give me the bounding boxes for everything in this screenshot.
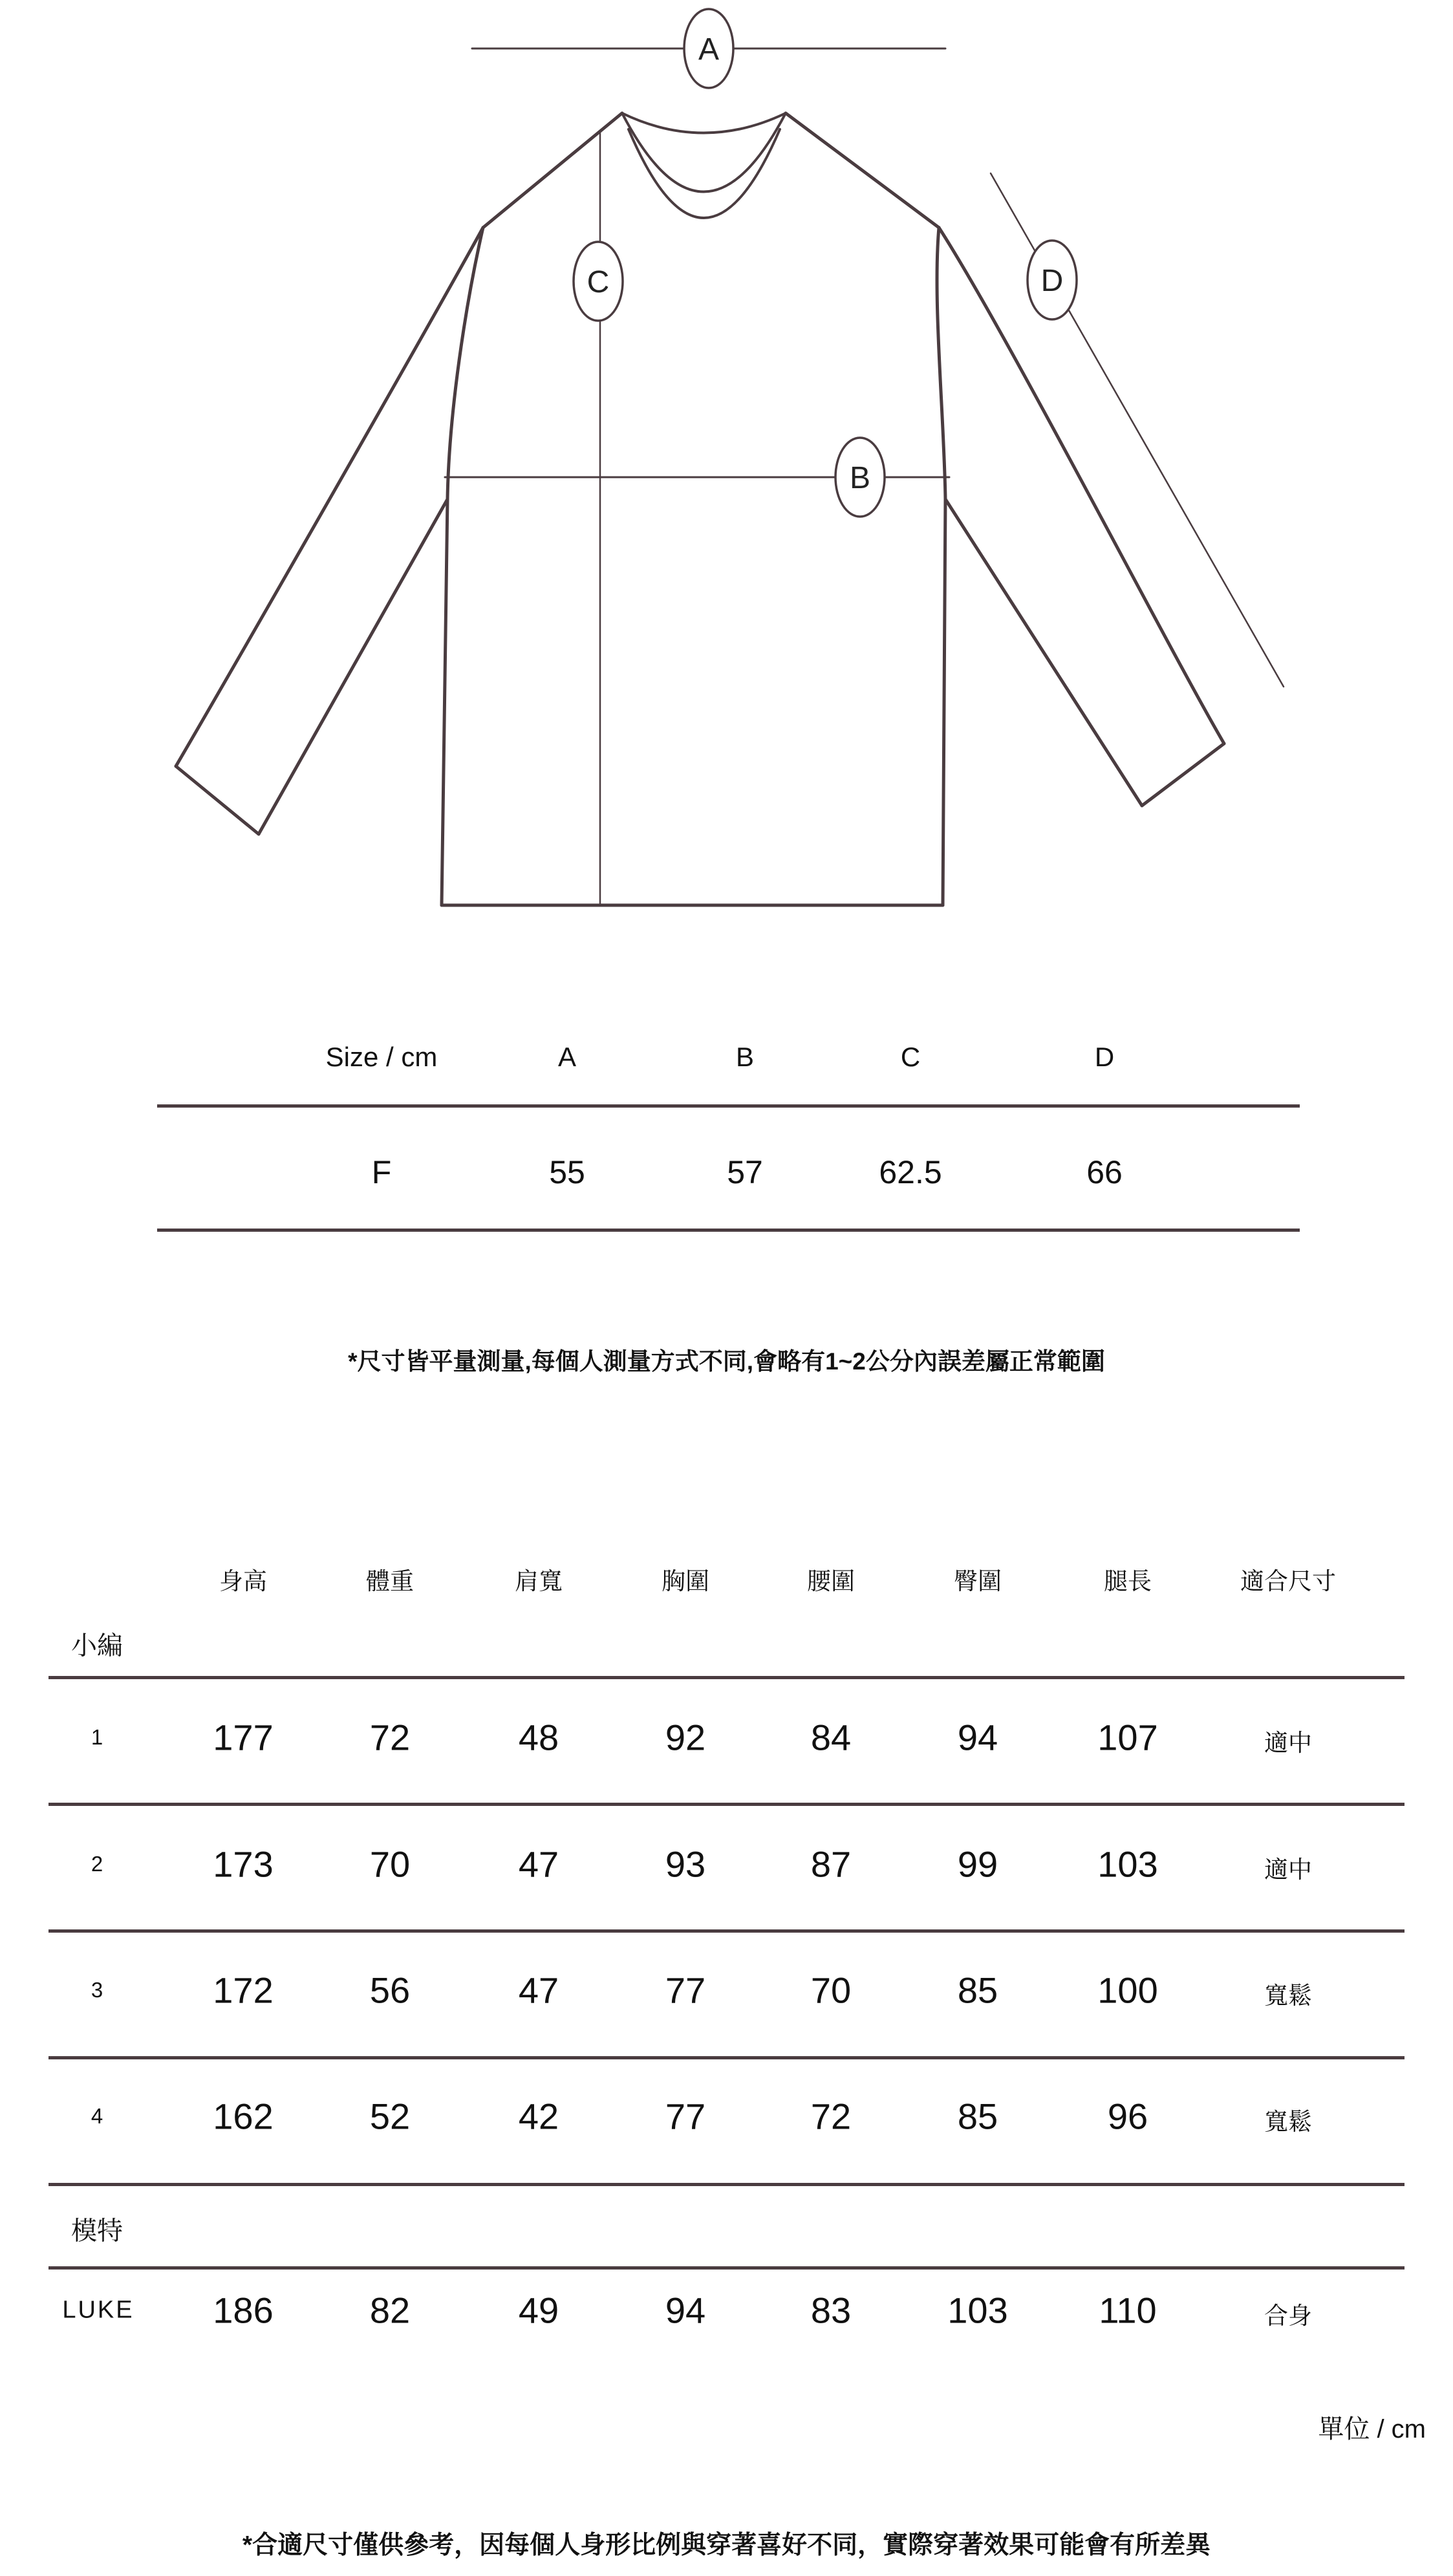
body-col-waist: 腰圍 — [807, 1568, 855, 1594]
row3-leg: 100 — [1097, 1970, 1158, 2011]
row2-waist: 87 — [810, 1843, 852, 1885]
group-label-editors: 小編 — [71, 1631, 123, 1660]
body-col-fit: 適合尺寸 — [1240, 1568, 1336, 1594]
body-col-height: 身高 — [219, 1568, 267, 1594]
garment-diagram — [0, 0, 1453, 970]
body-table-rule-3 — [48, 1929, 1405, 1933]
row1-weight: 72 — [369, 1717, 411, 1758]
row2-hip: 99 — [957, 1843, 998, 1885]
row1-hip: 94 — [957, 1717, 998, 1758]
row3-waist: 70 — [810, 1970, 852, 2011]
row1-leg: 107 — [1097, 1717, 1158, 1758]
model-height: 186 — [213, 2290, 274, 2331]
row2-shoulder: 47 — [518, 1843, 559, 1885]
row1-chest: 92 — [665, 1717, 706, 1758]
model-id: LUKE — [62, 2296, 135, 2324]
size-table-header-d: D — [1094, 1042, 1115, 1072]
size-table-f-a: 55 — [549, 1154, 585, 1190]
size-table-rule-bottom — [157, 1229, 1300, 1232]
row4-weight: 52 — [369, 2096, 411, 2137]
row2-weight: 70 — [369, 1843, 411, 1885]
row4-leg: 96 — [1107, 2096, 1148, 2137]
row3-height: 172 — [213, 1970, 274, 2011]
body-table-rule-5 — [48, 2183, 1405, 2186]
row4-waist: 72 — [810, 2096, 852, 2137]
size-table-f-b: 57 — [727, 1154, 763, 1190]
row3-weight: 56 — [369, 1970, 411, 2011]
model-leg: 110 — [1099, 2290, 1157, 2331]
row3-hip: 85 — [957, 1970, 998, 2011]
measure-label-b: B — [849, 461, 871, 495]
row1-shoulder: 48 — [518, 1717, 559, 1758]
size-table-rule-top — [157, 1104, 1300, 1108]
model-waist: 83 — [810, 2290, 852, 2331]
row4-chest: 77 — [665, 2096, 706, 2137]
row2-fit: 適中 — [1264, 1856, 1312, 1883]
body-table-rule-1 — [48, 1676, 1405, 1679]
size-table-f-size: F — [371, 1154, 392, 1190]
row4-fit: 寬鬆 — [1264, 2109, 1312, 2135]
size-table-f-c: 62.5 — [879, 1154, 942, 1190]
unit-label: 單位 / cm — [1318, 2415, 1426, 2443]
row4-id: 4 — [91, 2104, 103, 2128]
measure-label-c: C — [587, 265, 610, 299]
body-col-shoulder: 肩寬 — [515, 1568, 563, 1594]
row3-id: 3 — [91, 1978, 103, 2002]
body-table-rule-2 — [48, 1803, 1405, 1806]
size-table-header-c: C — [900, 1042, 921, 1072]
group-label-model: 模特 — [71, 2216, 123, 2246]
row4-shoulder: 42 — [518, 2096, 559, 2137]
row1-id: 1 — [91, 1725, 103, 1749]
row2-id: 2 — [91, 1852, 103, 1876]
model-weight: 82 — [369, 2290, 411, 2331]
body-col-weight: 體重 — [366, 1568, 414, 1594]
row4-hip: 85 — [957, 2096, 998, 2137]
row1-height: 177 — [213, 1717, 274, 1758]
row2-leg: 103 — [1097, 1843, 1158, 1885]
measure-label-d: D — [1040, 264, 1064, 298]
body-table-rule-6 — [48, 2266, 1405, 2270]
model-fit: 合身 — [1264, 2302, 1312, 2329]
body-table-rule-4 — [48, 2056, 1405, 2059]
shirt-outline — [176, 113, 1224, 905]
size-table-header-b: B — [735, 1042, 755, 1072]
body-col-hip: 臀圍 — [954, 1568, 1002, 1594]
body-col-leg: 腿長 — [1104, 1568, 1152, 1594]
row3-chest: 77 — [665, 1970, 706, 2011]
row3-fit: 寬鬆 — [1264, 1982, 1312, 2009]
model-shoulder: 49 — [518, 2290, 559, 2331]
model-hip: 103 — [947, 2290, 1008, 2331]
size-table-header-size: Size / cm — [325, 1042, 438, 1072]
row1-fit: 適中 — [1264, 1730, 1312, 1756]
fit-note: *合適尺寸僅供參考，因每個人身形比例與穿著喜好不同，實際穿著效果可能會有所差異 — [242, 2531, 1211, 2559]
row3-shoulder: 47 — [518, 1970, 559, 2011]
body-col-chest: 胸圍 — [662, 1568, 709, 1594]
row1-waist: 84 — [810, 1717, 852, 1758]
size-table-header-a: A — [557, 1042, 577, 1072]
measure-note: *尺寸皆平量測量,每個人測量方式不同,會略有1~2公分內誤差屬正常範圍 — [348, 1348, 1105, 1375]
row2-chest: 93 — [665, 1843, 706, 1885]
model-chest: 94 — [665, 2290, 706, 2331]
row4-height: 162 — [213, 2096, 274, 2137]
row2-height: 173 — [213, 1843, 274, 1885]
measure-label-a: A — [698, 32, 720, 67]
size-table-f-d: 66 — [1086, 1154, 1123, 1190]
